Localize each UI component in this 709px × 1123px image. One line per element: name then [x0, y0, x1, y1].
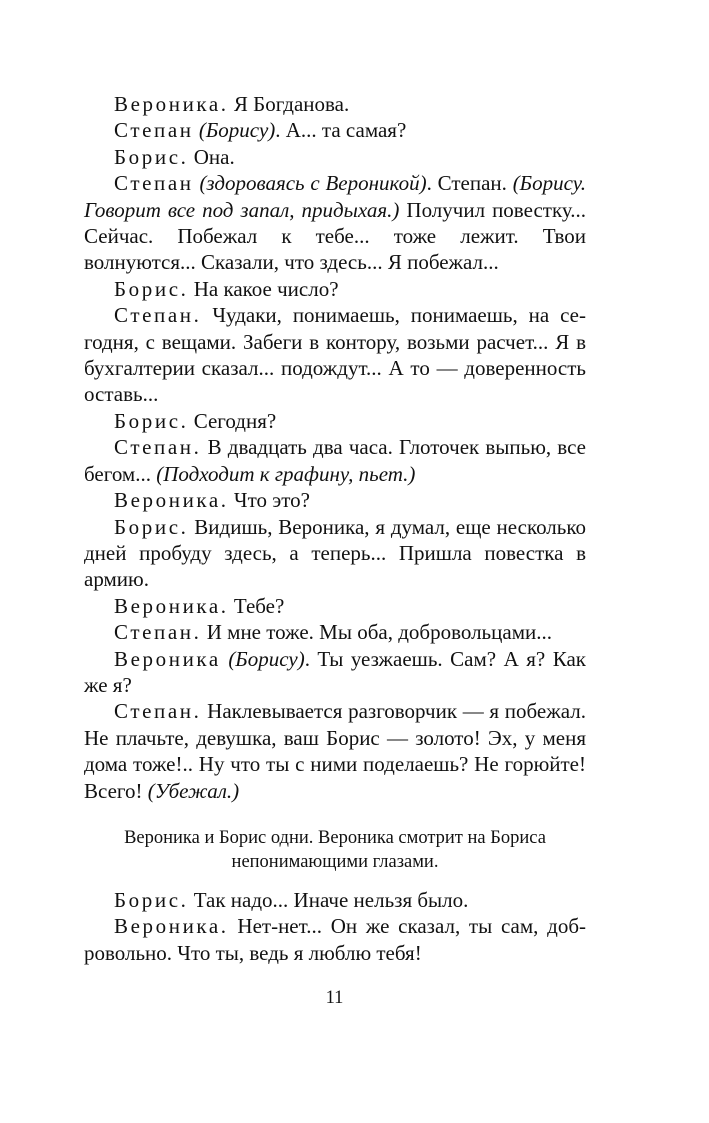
speech-text: . Ты уезжаешь. Сам? А я? Как же я?	[84, 646, 587, 697]
stage-remark: (Борису)	[228, 646, 305, 671]
speech-text: Нет-нет... Он же сказал, ты сам, добровольно. Что ты, ведь я люблю тебя!	[84, 914, 586, 965]
speaker-name: Вероника.	[114, 914, 229, 939]
dialogue-line	[84, 646, 586, 699]
speaker-name: Борис.	[114, 276, 189, 301]
speech-text: Она.	[188, 144, 235, 169]
speaker-name: Вероника.	[114, 92, 229, 116]
speaker-name: Борис.	[114, 144, 189, 169]
speaker-name: Вероника	[114, 646, 221, 671]
speech-text: Сегодня?	[188, 408, 277, 433]
speaker-name: Вероника.	[114, 488, 229, 513]
speech-text: Наклевывается разговорчик — я побежал. Не плачьте, девушка, ваш Борис — золото! Эх, у меня дома тоже!.. Ну что ты с ними поделаешь? Не горюйте! Всего!	[84, 699, 586, 803]
dialogue-line	[84, 698, 586, 804]
dialogue-line	[84, 117, 586, 143]
speaker-name: Борис.	[114, 408, 189, 433]
stage-remark: (Убежал.)	[147, 778, 240, 803]
dialogue-block-top	[84, 91, 586, 804]
dialogue-line	[84, 434, 586, 487]
speaker-name: Степан.	[114, 699, 202, 724]
page-number: 11	[325, 988, 344, 1008]
dialogue-line	[84, 144, 586, 170]
dialogue-line	[84, 913, 586, 966]
stage-remark: (Борису)	[198, 118, 276, 143]
stage-remark: (здороваясь с Вероникой)	[199, 171, 427, 196]
dialogue-line	[84, 408, 586, 434]
dialogue-line	[84, 91, 586, 117]
speaker-name: Степан.	[114, 620, 202, 645]
speech-text: . Степан.	[426, 171, 513, 196]
speech-text: Тебе?	[228, 593, 285, 618]
dialogue-line	[84, 514, 586, 593]
speaker-name: Вероника.	[114, 593, 229, 618]
dialogue-line	[84, 619, 586, 645]
speaker-name: Борис.	[114, 888, 189, 912]
speech-text: Что это?	[228, 488, 310, 513]
speech-text: На какое число?	[188, 276, 339, 301]
speaker-name: Степан.	[114, 435, 202, 460]
dialogue-line	[84, 170, 586, 276]
speech-text: В двадцать два часа. Глоточек выпью, все бегом...	[84, 435, 586, 486]
speech-text: Чудаки, понимаешь, понимаешь, на сегодня, с вещами. Забеги в контору, возьми расчет... Я в бухгалтерии сказал... подождут... А то — доверенность оставь...	[84, 303, 586, 407]
speech-text: И мне тоже. Мы оба, добровольцами...	[201, 620, 552, 645]
dialogue-line	[84, 302, 586, 408]
dialogue-line	[84, 887, 586, 913]
speaker-name: Степан	[114, 171, 194, 196]
speaker-name: Степан.	[114, 303, 202, 328]
speaker-name: Борис.	[114, 514, 189, 539]
speech-text: Так надо... Иначе нельзя было.	[188, 888, 469, 912]
stage-direction: Вероника и Борис одни. Вероника смотрит на Бориса непонимающими глазами.	[124, 828, 546, 872]
stage-remark: (Борису. Говорит все под запал, придыхая.)	[84, 171, 586, 222]
stage-remark: (Подходит к графину, пьет.)	[156, 461, 416, 486]
dialogue-line	[84, 593, 586, 619]
speaker-name: Степан	[114, 118, 194, 143]
dialogue-line	[84, 276, 586, 302]
dialogue-block-bottom	[84, 887, 586, 966]
dialogue-line	[84, 487, 586, 513]
speech-text: Видишь, Вероника, я думал, еще несколько дней пробуду здесь, а теперь... Пришла повестка в армию.	[84, 514, 586, 592]
speech-text: Я Богданова.	[228, 92, 350, 116]
speech-text: . А... та самая?	[275, 118, 407, 143]
speech-text: Получил повестку... Сейчас. Побежал к тебе... тоже лежит. Твои волнуются... Сказали, что здесь... Я побежал...	[84, 197, 586, 275]
